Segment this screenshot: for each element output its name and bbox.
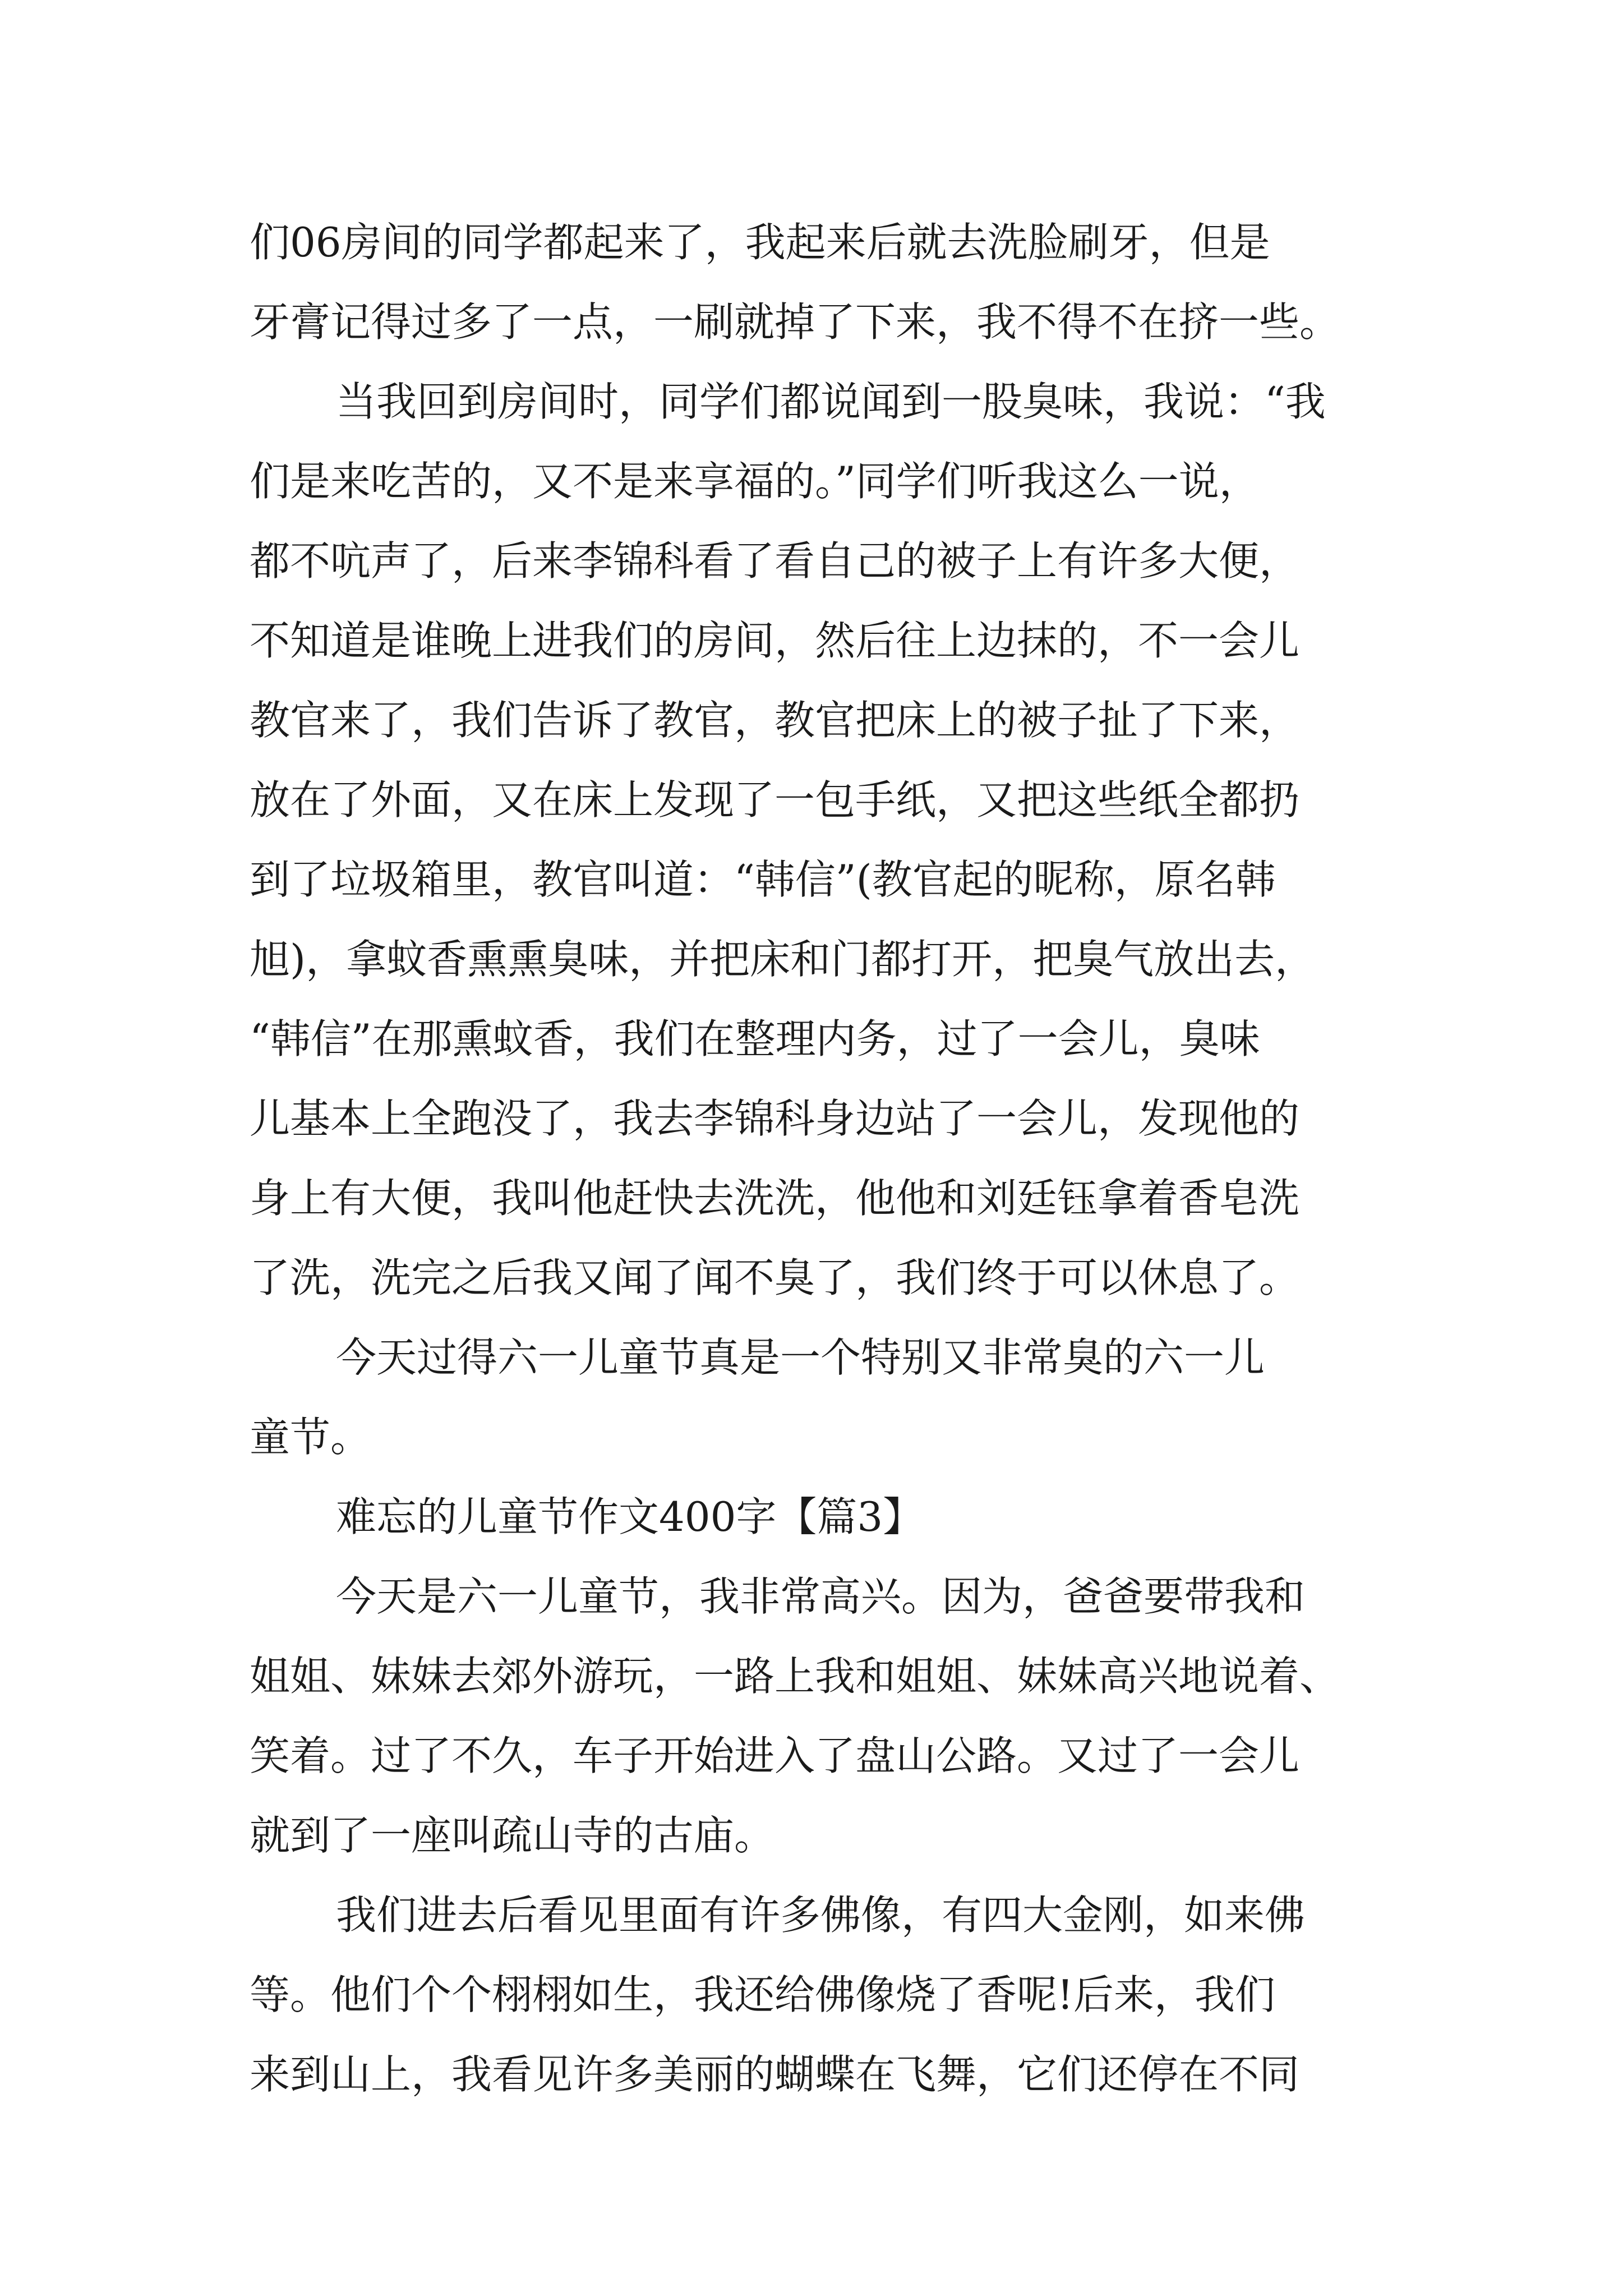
text-line: “韩信”在那熏蚊香，我们在整理内务，过了一会儿，臭味: [250, 1015, 1260, 1062]
text-line: 们是来吃苦的，又不是来享福的。”同学们听我这么一说，: [250, 458, 1260, 505]
text-line: 旭)，拿蚊香熏熏臭味，并把床和门都打开，把臭气放出去，: [250, 936, 1316, 983]
text-line: 来到山上，我看见许多美丽的蝴蝶在飞舞，它们还停在不同: [250, 2051, 1300, 2098]
text-line: 不知道是谁晚上进我们的房间，然后往上边抹的，不一会儿: [250, 617, 1300, 664]
text-line: 到了垃圾箱里，教官叫道：“韩信”(教官起的昵称，原名韩: [250, 856, 1276, 903]
text-line: 姐姐、妹妹去郊外游玩，一路上我和姐姐、妹妹高兴地说着、: [250, 1653, 1340, 1700]
paragraph-first-line: 我们进去后看见里面有许多佛像，有四大金刚，如来佛: [336, 1892, 1306, 1939]
text-line: 教官来了，我们告诉了教官，教官把床上的被子扯了下来，: [250, 697, 1300, 744]
text-line: 儿基本上全跑没了，我去李锦科身边站了一会儿，发现他的: [250, 1095, 1300, 1142]
section-heading: 难忘的儿童节作文400字【篇3】: [336, 1493, 924, 1540]
text-line: 都不吭声了，后来李锦科看了看自己的被子上有许多大便，: [250, 537, 1300, 585]
paragraph-first-line: 今天过得六一儿童节真是一个特别又非常臭的六一儿: [336, 1334, 1265, 1381]
paragraph-first-line: 今天是六一儿童节，我非常高兴。因为，爸爸要带我和: [336, 1573, 1306, 1620]
text-line: 放在了外面，又在床上发现了一包手纸，又把这些纸全都扔: [250, 776, 1300, 823]
paragraph-first-line: 当我回到房间时，同学们都说闻到一股臭味，我说：“我: [336, 378, 1326, 425]
text-line: 童节。: [250, 1414, 371, 1461]
text-line: 们06房间的同学都起来了，我起来后就去洗脸刷牙，但是: [250, 219, 1270, 266]
text-line: 了洗，洗完之后我又闻了闻不臭了，我们终于可以休息了。: [250, 1254, 1300, 1301]
text-line: 笑着。过了不久，车子开始进入了盘山公路。又过了一会儿: [250, 1732, 1300, 1779]
text-line: 牙膏记得过多了一点，一刷就掉了下来，我不得不在挤一些。: [250, 298, 1340, 346]
text-line: 等。他们个个栩栩如生，我还给佛像烧了香呢!后来，我们: [250, 1971, 1275, 2018]
text-line: 身上有大便，我叫他赶快去洗洗，他他和刘廷钰拿着香皂洗: [250, 1175, 1300, 1222]
text-line: 就到了一座叫疏山寺的古庙。: [250, 1812, 775, 1859]
